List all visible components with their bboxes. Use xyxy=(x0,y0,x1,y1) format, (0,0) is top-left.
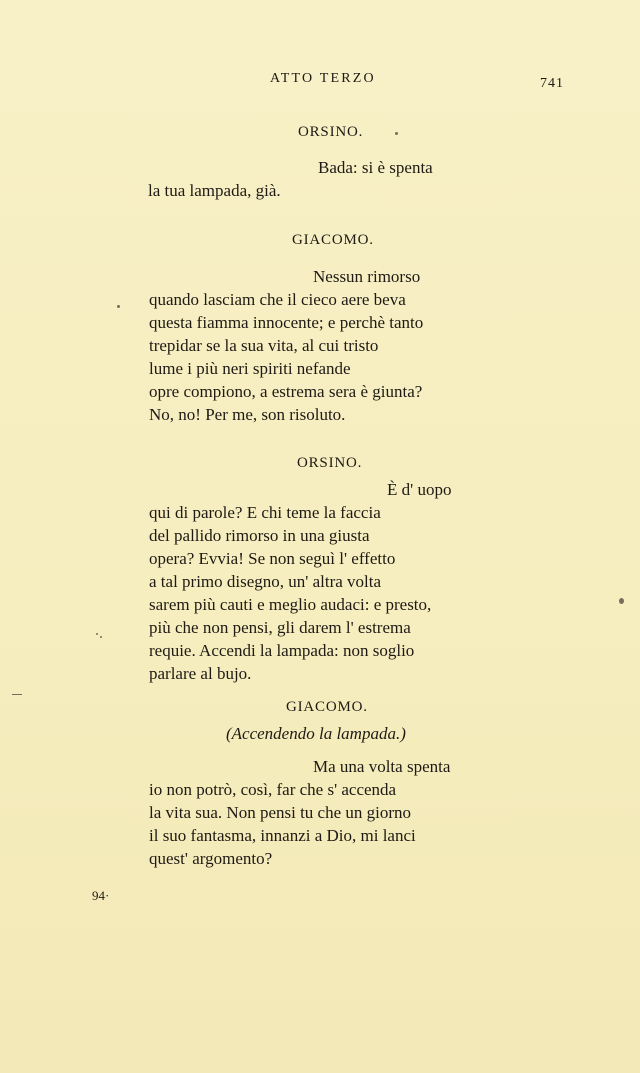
page-number: 741 xyxy=(540,76,564,91)
ink-speck xyxy=(96,633,98,635)
verse-line: parlare al bujo. xyxy=(149,664,252,683)
verse-line: più che non pensi, gli darem l' estrema xyxy=(149,618,411,637)
verse-line: qui di parole? E chi teme la faccia xyxy=(149,503,381,522)
speaker-name: ORSINO. xyxy=(297,455,363,471)
verse-line: opera? Evvia! Se non seguì l' effetto xyxy=(149,549,396,568)
ink-speck xyxy=(100,636,102,638)
speaker-name: ORSINO. xyxy=(298,124,364,140)
ink-speck xyxy=(395,132,398,135)
verse-line: È d' uopo xyxy=(387,480,452,499)
verse-line: io non potrò, così, far che s' accenda xyxy=(149,780,397,799)
verse-line: a tal primo disegno, un' altra volta xyxy=(149,572,382,591)
stage-direction: (Accendendo la lampada.) xyxy=(226,724,406,743)
verse-line: lume i più neri spiriti nefande xyxy=(149,359,351,378)
verse-line: Nessun rimorso xyxy=(313,267,421,286)
verse-line: questa fiamma innocente; e perchè tanto xyxy=(149,313,424,332)
verse-line: quest' argomento? xyxy=(149,849,273,868)
verse-line: del pallido rimorso in una giusta xyxy=(149,526,370,545)
speaker-name: GIACOMO. xyxy=(286,699,368,715)
verse-line: opre compiono, a estrema sera è giunta? xyxy=(149,382,423,401)
verse-line: sarem più cauti e meglio audaci: e presto, xyxy=(149,595,432,614)
ink-speck xyxy=(12,694,22,695)
ink-speck xyxy=(117,305,120,308)
running-header: ATTO TERZO xyxy=(270,71,376,86)
verse-line: trepidar se la sua vita, al cui tristo xyxy=(149,336,379,355)
verse-line: il suo fantasma, innanzi a Dio, mi lanci xyxy=(149,826,416,845)
verse-line: Ma una volta spenta xyxy=(313,757,451,776)
verse-line: requie. Accendi la lampada: non soglio xyxy=(149,641,415,660)
signature-mark: 94· xyxy=(92,888,110,903)
verse-line: No, no! Per me, son risoluto. xyxy=(149,405,346,424)
verse-line: la tua lampada, già. xyxy=(148,181,281,200)
verse-line: Bada: si è spenta xyxy=(318,158,433,177)
speaker-name: GIACOMO. xyxy=(292,232,374,248)
verse-line: quando lasciam che il cieco aere beva xyxy=(149,290,406,309)
verse-line: la vita sua. Non pensi tu che un giorno xyxy=(149,803,412,822)
ink-speck xyxy=(619,598,624,604)
